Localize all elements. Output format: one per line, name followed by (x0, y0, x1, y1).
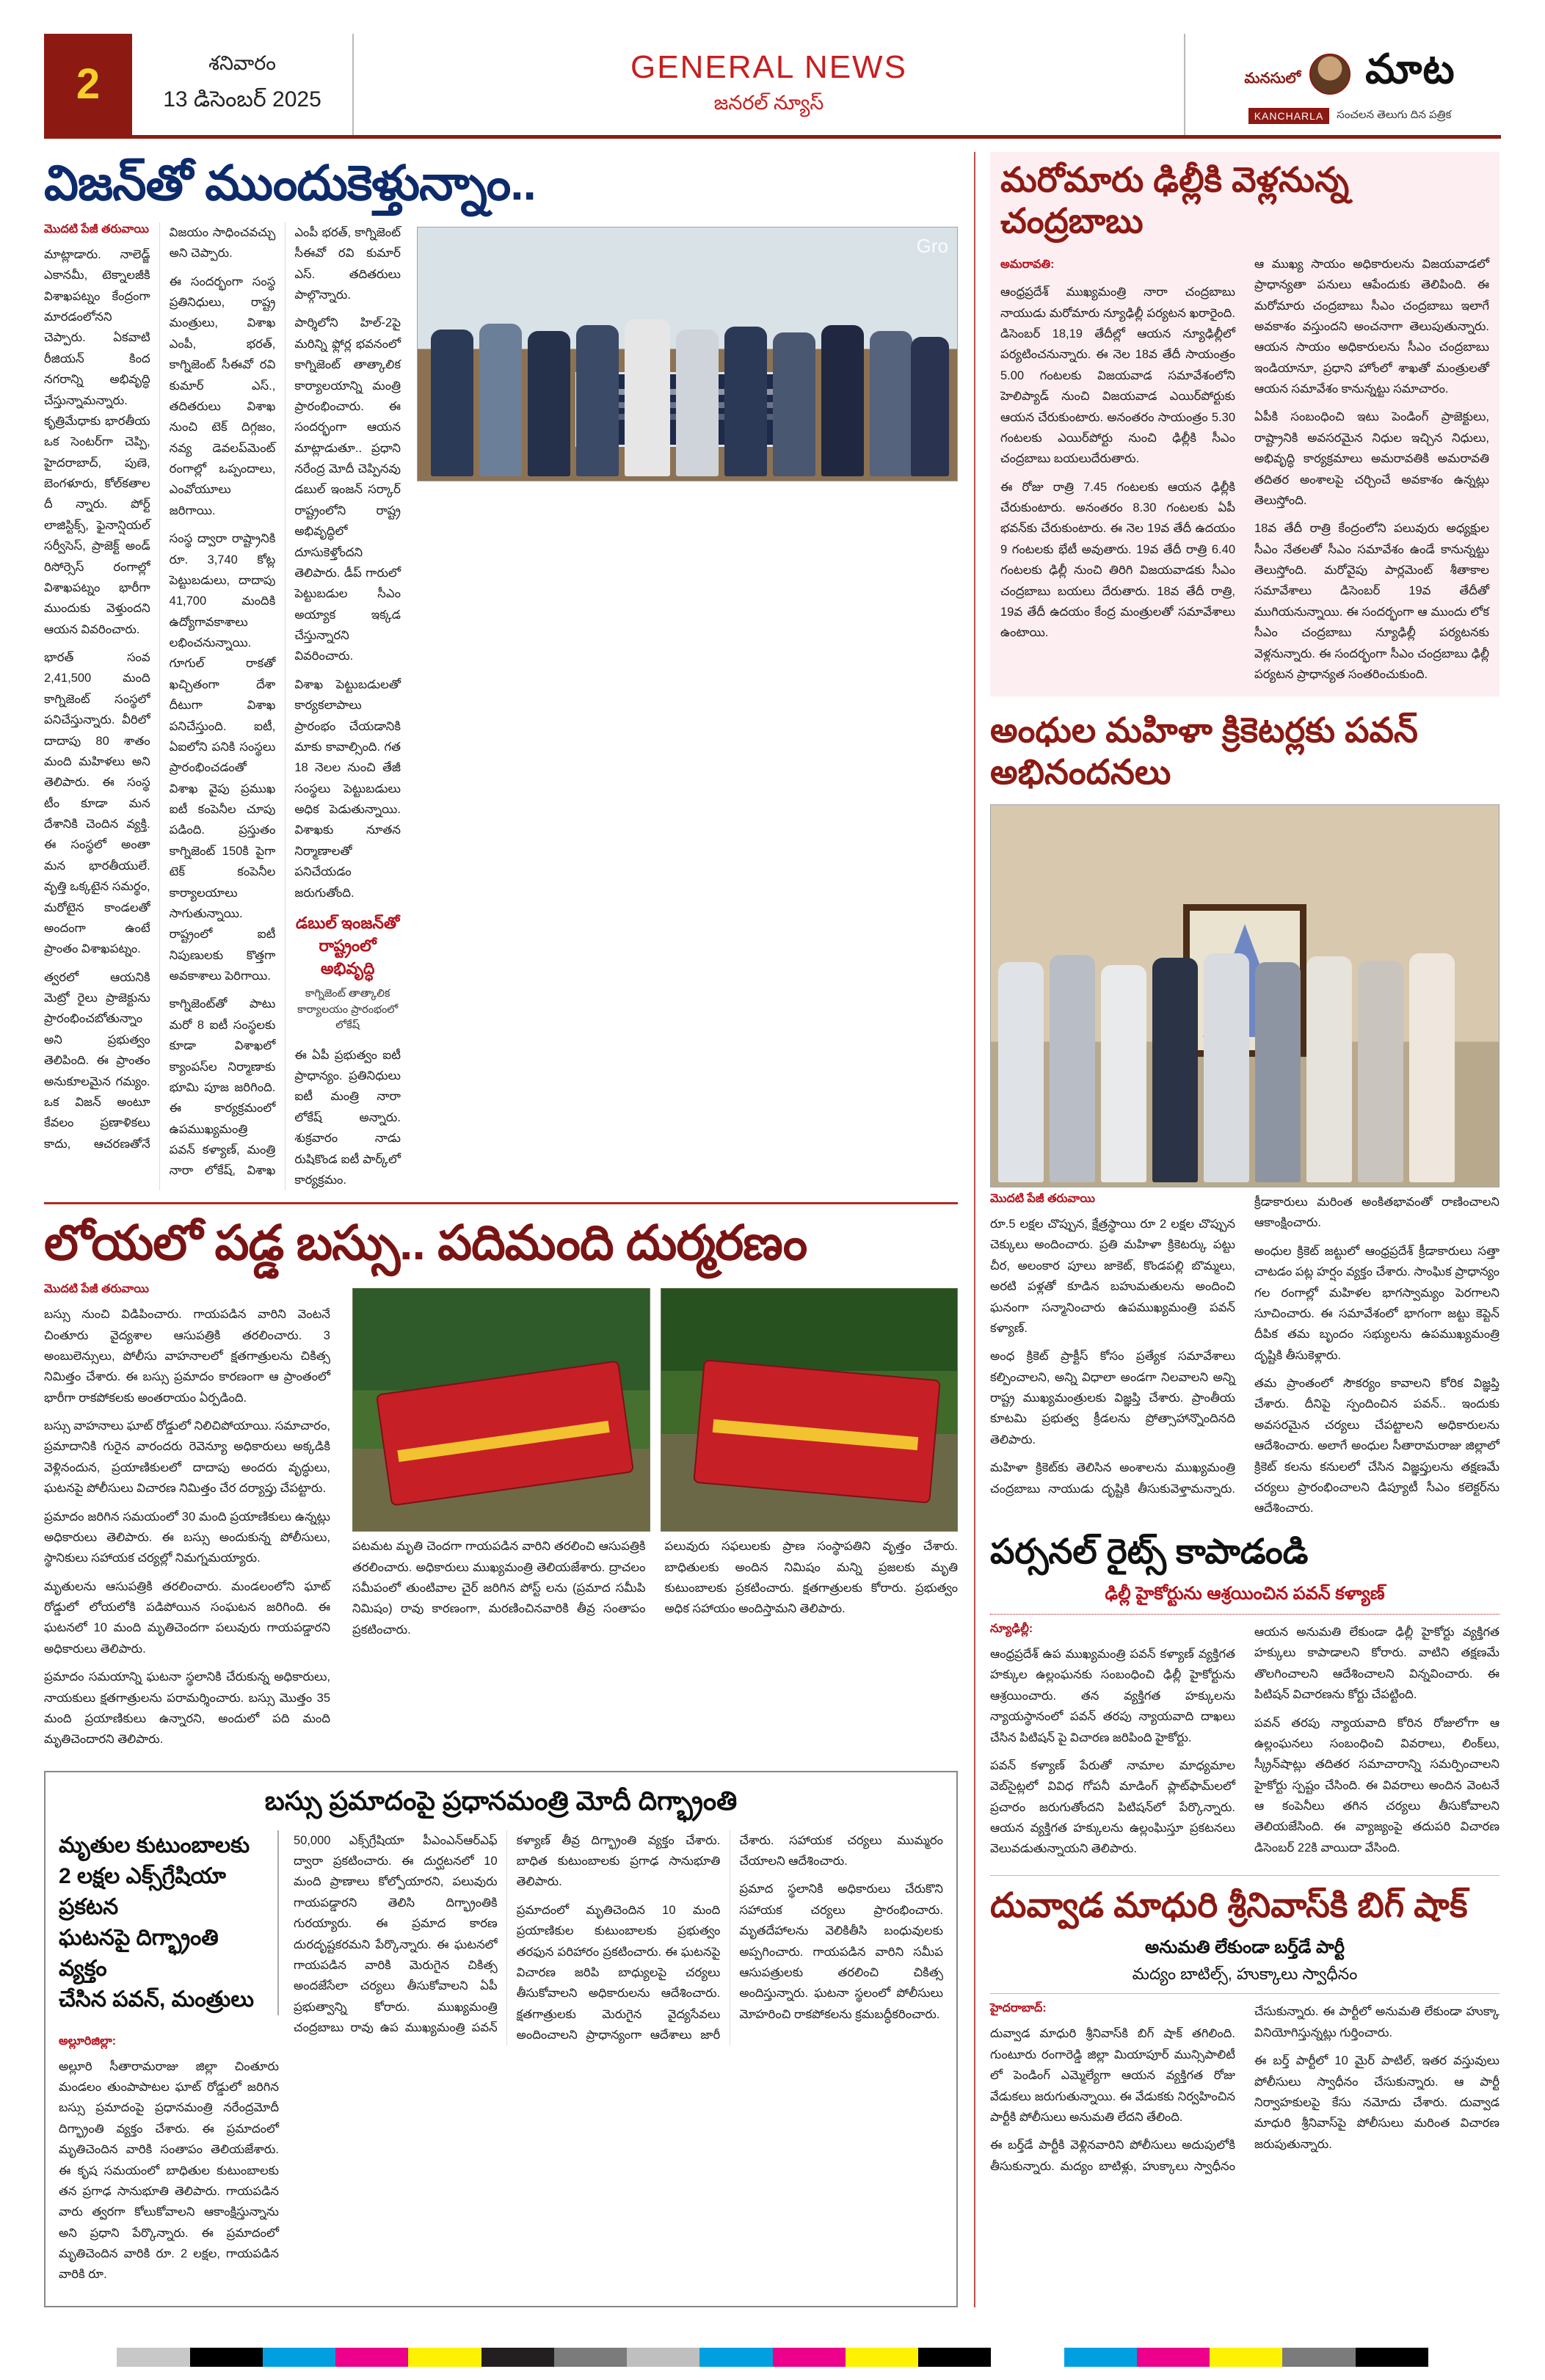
pm-deck-line: మృతుల కుటుంబాలకు (59, 1833, 250, 1857)
color-swatch (627, 2348, 699, 2367)
color-swatch (1064, 2348, 1137, 2367)
pm-box-inner (59, 1830, 943, 2293)
print-color-bar (44, 2348, 1501, 2367)
bus-para: ప్రమాదం సమయాన్ని ఘటనా స్థలానికి చేరుకున్న అధికారులు, నాయకులు క్షతగాత్రులను పరామర్శించారు. బస్సు మొత్తం 35 మంది ప్రయాణికులు ఉన్నారని, అందులో పది మంది మృతిచెందారని తెలిపారు. (44, 1670, 330, 1747)
color-swatch (1137, 2348, 1210, 2367)
page-number: 2 (44, 34, 132, 135)
person-figure (1255, 962, 1301, 1182)
color-swatch (554, 2348, 627, 2367)
lead-story-body (44, 222, 401, 1190)
rights-para: పవన్ కళ్యాణ్ పేరుతో నామాల మాధ్యమాల వెబ్‌సైట్లలో వివిధ గోపనీ మాడింగ్ ప్లాట్‌ఫామ్‌లలో ప్రచారం జరుగుతోందని పిటిషన్‌లో పేర్కొన్నారు. ఆయన వ్యక్తిగత హక్కులను ఉల్లంఘిస్తూ ప్రకటనలు వెలువడుతున్నాయని తెలిపారు. (990, 1758, 1235, 1856)
color-swatch (1428, 2348, 1501, 2367)
color-swatch (1210, 2348, 1282, 2367)
bus-byline: మొదటి పేజీ తరువాయి (44, 1283, 149, 1296)
issue-day: శనివారం (208, 51, 276, 74)
lead-story (44, 222, 958, 1190)
lead-para: భారత్ సంవ 2,41,500 మంది కాగ్నిజెంట్ సంస్థలో పనిచేస్తున్నారు. వీరిలో దాదాపు 80 శాతం మంది మహిళలు అని తెలిపారు. ఈ సంస్థ టీం కూడా మన దేశానికి చెందిన వ్యక్తి. ఈ సంస్థలో అంతా మన భారతీయులే. వృత్తి ఒక్కటైన సమర్థం, మరోటైన కాండలతో అందంగా ఉంటే ప్రాంతం విశాఖపట్నం. (44, 651, 150, 956)
duvvada-subhead: అనుమతి లేకుండా బర్త్‌డే పార్టీ (1145, 1937, 1345, 1958)
bus-para: బస్సు వాహనాలు ఘాట్ రోడ్డులో నిలిచిపోయాయి. సమాచారం, ప్రమాదానికి గురైన వారందరు రెవెన్యూ అధికారులు అక్కడికి వెళ్లినందున, ప్రయాణికులలో దాదాపు అందరు వృద్ధులు, ఘటనపై పోలీసులు విచారణ నిమిత్తం చేర దర్యాప్తు చేపట్టారు. (44, 1419, 330, 1496)
lead-sub-caption: కాగ్నిజెంట్ తాత్కాలిక కార్యాలయం ప్రారంభంలో లోకేష్ (297, 987, 399, 1032)
delhi-para: 18వ తేదీ రాత్రి కేంద్రంలోని పలువురు అధ్యక్షుల సీఎం నేతలతో సీఎం సమావేశం ఉండే కానున్నట్టు తెలుస్తోంది. మరోవైపు పార్లమెంట్ శీతాకాల సమావేశాలు డిసెంబర్ 19వ తేదీతో ముగియనున్నాయి. ఈ సందర్భంగా ఆ ముందు లోక సీఎం చంద్రబాబు న్యూఢిల్లీ పర్యటనకు వెళ్లనున్నారు. ఈ సందర్భంగా సీఎం చంద్రబాబు ఢిల్లీ పర్యటన ప్రాధాన్యత సంతరించుకుంది. (1254, 522, 1489, 681)
color-swatch (117, 2348, 189, 2367)
person-figure (998, 962, 1044, 1182)
lead-para: విశాఖ పెట్టుబడులతో కార్యకలాపాలు ప్రారంభం చేయడానికి మాకు కావాల్సింది. గత 18 నెలల నుంచి తేజీ సంస్థలు పెట్టుబడులు అధిక పెడుతున్నాయి. విశాఖకు నూతన నిర్మాణాలతో పనిచేయడం జరుగుతోంది. (294, 677, 401, 900)
person-figure (1050, 955, 1095, 1182)
pm-para: ప్రమాదంలో మృతిచెందిన 10 మంది ప్రయాణికుల కుటుంబాలకు ప్రభుత్వం తరఫున పరిహారం ప్రకటించారు. ఈ ఘటనపై విచారణ జరిపి బాధ్యులపై చర్యలు తీసుకోవాలని అధికారులను ఆదేశించారు. క్షతగాత్రులకు మెరుగైన వైద్యసేవలు అందించాలని ప్రాధాన్యంగా ఆదేశాలు జారీ చేశారు. సహాయక చర్యలు ముమ్మరం చేయాలని ఆదేశించారు. (516, 1833, 943, 2042)
section-title-en: GENERAL NEWS (630, 49, 907, 85)
person-figure (1204, 953, 1249, 1182)
photo-watermark: Gro (916, 234, 948, 257)
rights-subhead: ఢిల్లీ హైకోర్టును ఆశ్రయించిన పవన్ కళ్యాణ్ (990, 1584, 1499, 1615)
color-swatch (190, 2348, 263, 2367)
rights-para: ఆయన అనుమతి లేకుండా ఢిల్లీ హైకోర్టు వ్యక్తిగత హక్కులు కాపాడాలని కోరారు. వాటిని తక్షణమే తొలగించాలని ఆదేశించాలని విన్నవించారు. ఈ పిటిషన్ విచారణను కోర్టు చేపట్టింది. (1254, 1626, 1499, 1702)
cricket-headline: అంధుల మహిళా క్రికెటర్లకు పవన్ అభినందనలు (990, 710, 1418, 791)
person-figure (1101, 965, 1146, 1182)
color-swatch (1356, 2348, 1428, 2367)
color-swatch (44, 2348, 117, 2367)
person-figure (1152, 958, 1198, 1182)
divider (990, 1875, 1499, 1876)
bus-para: మృతులను ఆసుపత్రికి తరలించారు. మండలంలోని ఘాట్ రోడ్డులో లోయలోకి పడిపోయిన సంఘటన జరిగింది. ఈ ఘటనలో 10 మంది మృతిచెందగా పలువురు గాయపడ్డారని అధికారులు తెలిపారు. (44, 1579, 330, 1656)
page-content (44, 152, 1501, 2307)
color-swatch (408, 2348, 481, 2367)
logo-small-text: మనసులో (1244, 70, 1301, 87)
bus-story (44, 1282, 958, 1758)
lead-subheadline: డబుల్ ఇంజన్‌తో రాష్ట్రంలో అభివృద్ధి (295, 913, 400, 978)
person-figure (431, 330, 473, 476)
cricket-body (990, 1192, 1499, 1519)
logo-badge: KANCHARLA (1248, 108, 1330, 124)
duvvada-para: ఈ బర్త్ పార్టీలో 10 మైర్ పాటిల్, ఇతర వస్తువులు పోలీసులు స్వాధీనం చేసుకున్నారు. ఆ పార్టీ నిర్వాహకులపై కేసు నమోదు చేశారు. దువ్వాడ మాధురి శ్రీనివాస్‌పై పోలీసులు మరింత విచారణ జరుపుతున్నారు. (1254, 2054, 1499, 2151)
duvvada-para: దువ్వాడ మాధురి శ్రీనివాస్‌కి బిగ్ షాక్ తగిలింది. గుంటూరు రంగారెడ్డి జిల్లా మియాపూర్ మున్సిపాలిటీ లో పెండింగ్ ఎమ్మెల్యేగా ఆయన వ్యక్తిగత రోజు వేడుకలు జరుగుతున్నాయి. ఈ వేడుకకు నిర్వహించిన పార్టీకి పోలీసులు అనుమతి లేదని తేలింది. (990, 2027, 1235, 2124)
lead-para: ఈ సందర్భంగా సంస్థ ప్రతినిధులు, రాష్ట్ర మంత్రులు, విశాఖ ఎంపీ, భరత్, కాగ్నిజెంట్ సీఈవో రవి కుమార్ ఎస్., తదితరులు విశాఖ నుంచి టెక్ దిగ్గజం, నవ్య డెవలప్‌మెంట్ రంగాల్లో ఒప్పందాలు, ఎంవోయూలు జరిగాయి. (169, 274, 276, 517)
color-swatch (263, 2348, 335, 2367)
delhi-para: ఆ ముఖ్య సాయం అధికారులను విజయవాడలో ప్రాధాన్యతా పనులు ఆపేందుకు తెలిపింది. ఈ మరోమారు చంద్రబాబు సీఎం చంద్రబాబు ఇలాగే అవకాశం వస్తుందని అంచనాగా తెలుపుతున్నారు. ఆయన సాయం అధికారులను సీఎం చంద్రబాబు ఇండియానూ, ప్రధాని హోంలో శాఖతో మంత్రులతో ఆయన సమావేశం కానున్నట్టు సమాచారం. (1254, 257, 1489, 396)
pm-para: అల్లూరి సీతారామరాజు జిల్లా చింతూరు మండలం తుంపాపాటల ఘాట్ రోడ్డులో జరిగిన బస్సు ప్రమాదంపై ప్రధానమంత్రి నరేంద్రమోదీ దిగ్భ్రాంతి వ్యక్తం చేశారు. ఈ ప్రమాదంలో మృతిచెందిన వారికి సంతాపం తెలియజేశారు. ఈ కృష సమయంలో బాధితుల కుటుంబాలకు తన ప్రగాఢ సానుభూతి తెలిపారు. గాయపడిన వారు త్వరగా కోలుకోవాలని ఆకాంక్షిస్తున్నాను అని ప్రధాని పేర్కొన్నారు. ఈ ప్రమాదంలో మృతిచెందిన వారికి రూ. 2 లక్షల, గాయపడిన వారికి రూ. (59, 2059, 279, 2282)
bus-para: బస్సు నుంచి విడిపించారు. గాయపడిన వారిని వెంటనే చింతూరు వైద్యశాల ఆసుపత్రికి తరలించారు. 3 అంబులెన్సులు, పోలీసు వాహనాలలో క్షతగాత్రులను చికిత్స నిమిత్తం చేశారు. ఈ బస్సు ప్రమాదం కారణంగా ఆ ప్రాంతంలో భారీగా రాకపోకలకు అంతరాయం ఏర్పడింది. (44, 1308, 330, 1405)
delhi-body (1000, 254, 1489, 685)
person-figure (1409, 953, 1455, 1182)
cricket-byline: మొదటి పేజీ తరువాయి (990, 1193, 1095, 1206)
pm-box-story (44, 1771, 958, 2307)
person-figure (870, 331, 912, 476)
rights-para: ఆంధ్రప్రదేశ్ ఉప ముఖ్యమంత్రి పవన్ కళ్యాణ్ వ్యక్తిగత హక్కుల ఉల్లంఘనకు సంబంధించి ఢిల్లీ హైకోర్టును ఆశ్రయించారు. తన వ్యక్తిగత హక్కులను న్యాయస్థానంలో పవన్ తరపు న్యాయవాది దాఖలు చేసిన పిటిషన్ పై విచారణ జరిపింది హైకోర్టు. (990, 1648, 1235, 1744)
portrait-icon (1309, 54, 1350, 95)
person-figure (676, 330, 719, 476)
duvvada-subhead-2: మద్యం బాటిల్స్, హుక్కాలు స్వాధీనం (990, 1965, 1499, 1994)
person-figure (625, 319, 670, 476)
duvvada-para: ఈ బర్త్‌డే పార్టీకి వెళ్లినవారిని పోలీసులు అదుపులోకి తీసుకున్నారు. మద్యం బాటిళ్లు, హుక్కాలు స్వాధీనం చేసుకున్నారు. ఈ పార్టీలో అనుమతి లేకుండా హుక్కా వినియోగిస్తున్నట్లు గుర్తించారు. (990, 2005, 1499, 2173)
logo-tagline: సంచలన తెలుగు దిన పత్రిక (1337, 108, 1452, 121)
issue-date (132, 34, 354, 135)
cricket-para: తమ ప్రాంతంలో సౌకర్యం కావాలని కోరిక విజ్ఞప్తి చేశారు. దీనిపై స్పందించిన పవన్.. ఇందుకు అవసరమైన చర్యలు చేపట్టాలని అధికారులను ఆదేశించారు. అలాగే అంధుల సీతారామరాజు జిల్లాలో క్రికెట్ కలను కనులలో చేసిన విజ్ఞప్తులను తక్షణమే చర్యలు ప్రారంభించాలని డిప్యూటీ సీఎం కలెక్టర్‌ను ఆదేశించారు. (1254, 1377, 1499, 1515)
person-figure (528, 331, 570, 476)
delhi-byline: అమరావతి: (1000, 258, 1055, 271)
pm-byline: అల్లూరిజిల్లా: (59, 2034, 117, 2048)
cricket-photo (990, 804, 1499, 1187)
duvvada-byline: హైదరాబాద్: (990, 2002, 1047, 2015)
delhi-story (990, 152, 1499, 696)
bus-photo-right (661, 1288, 959, 1532)
person-figure (479, 324, 522, 476)
pm-para: 50,000 ఎక్స్‌గ్రేషియా పీఎంఎన్‌ఆర్‌ఎఫ్ ద్వారా ప్రకటించారు. ఈ దుర్ఘటనలో 10 మంది ప్రాణాలు కోల్పోయారని, పలువురు గాయపడ్డారని తెలిసి దిగ్భ్రాంతికి గురయ్యారు. ఈ ప్రమాద కారణ దురదృష్టకరమని పేర్కొన్నారు. ఈ ఘటనలో గాయపడిన వారికి మెరుగైన చికిత్స అందజేసేలా చర్యలు తీసుకోవాలని ఏపీ ప్రభుత్వాన్ని కోరారు. ముఖ్యమంత్రి చంద్రబాబు రావు ఉప ముఖ్యమంత్రి పవన్ కళ్యాణ్ తీవ్ర దిగ్భ్రాంతి వ్యక్తం చేశారు. బాధిత కుటుంబాలకు ప్రగాఢ సానుభూతి తెలిపారు. (294, 1833, 721, 2035)
lead-photo (417, 227, 958, 481)
pm-deck-line: 2 లక్షల ఎక్స్‌గ్రేషియా ప్రకటన (59, 1863, 226, 1919)
publication-logo (1185, 34, 1501, 135)
cricket-para: అంధ క్రికెట్ ప్రాక్టీస్ కోసం ప్రత్యేక సమావేశాలు కల్పించాలని, అన్ని విధాలా అండగా నిలవాలని అన్ని రాష్ట్ర ముఖ్యమంత్రులకు విజ్ఞప్తి చేశారు. ప్రాంతీయ కూటమి ప్రభుత్వ క్రీడలను ప్రోత్సాహాన్నొందినది తెలిపారు. (990, 1350, 1235, 1446)
lead-para: మాట్లాడారు. నాలెడ్జ్ ఎకానమీ, టెక్నాలజీకి విశాఖపట్నం కేంద్రంగా మారడంలోనని చెప్పారు. ఏకవాటి రీజియన్ కింద నగరాన్ని అభివృద్ధి చేస్తున్నామన్నారు. కృత్రిమేధాకు భారతీయ ఒక సెంటర్‌గా చెప్పి, హైదరాబాద్, పుణె, బెంగళూరు, కోల్‌కతాల దీ న్నారు. పోర్ట్ లాజిస్టిక్స్, ఫైనాన్షియల్ సర్వీసెస్, ప్రాజెక్ట్ అండ్ రిసోర్సెస్ రంగాల్లో విశాఖపట్నం భారీగా ముందుకు వెళ్తుందని ఆయన వివరించారు. (44, 247, 150, 636)
duvvada-headline: దువ్వాడ మాధురి శ్రీనివాస్‌కి బిగ్ షాక్ (990, 1885, 1468, 1925)
masthead (44, 34, 1501, 139)
logo-main-text: మాట (1365, 46, 1455, 92)
color-swatch (335, 2348, 408, 2367)
right-column (974, 152, 1499, 2307)
pm-deck-line: ఘటనపై దిగ్భ్రాంతి వ్యక్తం (59, 1925, 219, 1981)
pm-deck-line: చేసిన పవన్, మంత్రులు (59, 1987, 254, 2012)
bus-para: ప్రమాదం జరిగిన సమయంలో 30 మంది ప్రయాణికులు ఉన్నట్లు అధికారులు తెలిపారు. ఈ బస్సు అందుకున్న పోలీసులు, స్థానికులు సహాయక చర్యల్లో నిమగ్నమయ్యారు. (44, 1510, 330, 1565)
bus-headline: లోయలో పడ్డ బస్సు.. పదిమంది దుర్మరణం (44, 1215, 807, 1270)
person-figure (821, 325, 864, 476)
cricket-para: రూ.5 లక్షల చొప్పున, క్షేత్రస్థాయి రూ 2 లక్షల చొప్పున చెక్కులు అందించారు. ప్రతి మహిళా క్రికెటర్కు పట్టు చీర, అలంకార పూలు జాకెట్, కొండపల్లి బొమ్మలు, అరటి పళ్లతో కూడిన బహుమతులను అందించి ఘనంగా సన్మానించారు ఉపముఖ్యమంత్రి పవన్ కళ్యాణ్. (990, 1218, 1235, 1335)
pm-box-deck (59, 1830, 279, 2293)
person-figure (576, 325, 619, 476)
color-swatch (846, 2348, 918, 2367)
bus-photo-left (352, 1288, 650, 1532)
cricket-para: మహిళా క్రికెట్‌కు తెలిసిన అంశాలను ముఖ్యమంత్రి చంద్రబాబు నాయుడు దృష్టికి తీసుకువెళ్తామన్నారు. క్రీడాకారులు మరింత అంకితభావంతో రాణించాలని ఆకాంక్షించారు. (990, 1196, 1499, 1496)
delhi-para: ఏపీకి సంబంధించి ఇటు పెండింగ్ ప్రాజెక్టులు, రాష్ట్రానికి అవసరమైన నిధుల ఇచ్చిన నిధులు, అభివృద్ధి కార్యక్రమాలు అమరావతికి అమరావతి తదితర అంశాలపై చర్చించే అవకాశం ఉన్నట్లు తెలుస్తోంది. (1254, 410, 1489, 507)
pm-para: ప్రమాద స్థలానికి అధికారులు చేరుకొని సహాయక చర్యలు ప్రారంభించారు. మృతదేహాలను వెలికితీసి బంధువులకు అప్పగించారు. గాయపడిన వారిని సమీప ఆసుపత్రులకు తరలించి చికిత్స అందిస్తున్నారు. ఘటనా స్థలంలో పోలీసులు మోహరించి రాకపోకలను క్రమబద్ధీకరించారు. (739, 1882, 943, 2021)
pm-box-title: బస్సు ప్రమాదంపై ప్రధానమంత్రి మోదీ దిగ్భ్రాంతి (264, 1785, 738, 1816)
person-figure (724, 327, 767, 476)
delhi-para: ఆంధ్రప్రదేశ్ ముఖ్యమంత్రి నారా చంద్రబాబు నాయుడు మరోమారు న్యూఢిల్లీ పర్యటన ఖరారైంది. డిసెంబర్ 18,19 తేదీల్లో ఆయన న్యూఢిల్లీలో పర్యటించనున్నారు. ఈ నెల 18వ తేదీ సాయంత్రం 5.00 గంటలకు విజయవాడ సమావేశంలోని హెలిప్యాడ్ నుంచి విజయవాడ ఎయిర్‌పోర్టుకు ఆయన చేరుకుంటారు. అనంతరం సాయంత్రం 5.30 గంటలకు ఎయిర్‌పోర్టు నుంచి ఢిల్లీకి సీఎం చంద్రబాబు బయలుదేరుతారు. (1000, 285, 1235, 466)
pm-box-body (294, 1830, 943, 2046)
duvvada-body (990, 2001, 1499, 2177)
lead-para: పార్శిలోని హిల్-2పై మరిన్ని ఫ్లోర్ల భవనంలో కాగ్నిజెంట్ తాత్కాలిక కార్యాలయాన్ని మంత్రి ప్రారంభించారు. ఈ సందర్భంగా ఆయన మాట్లాడుతూ.. ప్రధాని నరేంద్ర మోదీ చెప్పినవు డబుల్ ఇంజన్ సర్కార్ రాష్ట్రంలోని రాష్ట్ర అభివృద్ధిలో దూసుకెళ్తోందని తెలిపారు. డీప్ గారులో పెట్టుబడుల సీఎం అయ్యాక ఇక్కడ చేస్తున్నారని వివరించారు. (294, 316, 401, 663)
divider (44, 1202, 958, 1204)
lead-para: సంస్థ ద్వారా రాష్ట్రానికి రూ. 3,740 కోట్ల పెట్టుబడులు, దాదాపు 41,700 మందికి ఉద్యోగావకాశాలు లభించనున్నాయి. గూగుల్ రాకతో ఖచ్చితంగా దేశా దీటుగా విశాఖ పనిచేస్తుంది. ఐటీ, ఏఐలోని పనికి సంస్థలు ప్రారంభించడంతో విశాఖ వైపు ప్రముఖ ఐటీ కంపెనీల చూపు పడింది. ప్రస్తుతం కాగ్నిజెంట్ 150కి పైగా టెక్ కంపెనీల కార్యాలయాలు సాగుతున్నాయి. రాష్ట్రంలో ఐటీ నిపుణులకు కొత్తగా అవకాశాలు పెరిగాయి. (169, 532, 276, 983)
newspaper-page (0, 34, 1545, 2380)
person-figure (911, 337, 949, 476)
lead-headline: విజన్‌తో ముందుకెళ్తున్నాం.. (44, 156, 536, 210)
person-figure (1306, 956, 1352, 1182)
lead-byline: మొదటి పేజీ తరువాయి (44, 222, 149, 236)
delhi-headline: మరోమారు ఢిల్లీకి వెళ్లనున్న చంద్రబాబు (1000, 160, 1350, 241)
cricket-para: అంధుల క్రికెట్ జట్టులో ఆంధ్రప్రదేశ్ క్రీడాకారులు సత్తా చాటడం పట్ల హర్షం వ్యక్తం చేశారు. సాంఘిక ప్రాధాన్యం గల రంగాల్లో మహిళల భాగస్వామ్యం పెరగాలని సూచించారు. ఈ సమావేశంలో భాగంగా జట్టు కెప్టెన్ దీపిక తమ బృందం సభ్యులను ఉపముఖ్యమంత్రి దృష్టికి తీసుకెళ్లారు. (1254, 1244, 1499, 1362)
color-swatch (1282, 2348, 1355, 2367)
issue-date-text: 13 డిసెంబర్ 2025 (163, 87, 321, 112)
rights-byline: న్యూఢిల్లీ: (990, 1623, 1033, 1636)
bus-caption-left: పటమట మృతి చెందగా గాయపడిన వారిని తరలించి ఆసుపత్రికి తరలించారు. అధికారులు ముఖ్యమంత్రి తెలియజేశారు. ద్రాచలం సమీపంలో తుంటివాల చైర్ జరిగిన పోస్ట్ లను (ప్రమాద సమీపి నిమిషం) రావు కారణంగా, మరణించినవారికి తీవ్ర సంతాపం ప్రకటించారు. (352, 1540, 646, 1637)
person-figure (1358, 961, 1403, 1182)
rights-para: పవన్ తరపు న్యాయవాది కోరిన రోజులోగా ఆ ఉల్లంఘనలు సంబంధించి వివరాలు, లింక్‌లు, స్క్రీన్‌షాట్లు తదితర సమాచారాన్ని సమర్పించాలని హైకోర్టు స్పష్టం చేసింది. ఈ వివరాలు అందిన వెంటనే ఆ కంపెనీలు తగిన చర్యలు తీసుకోవాలని తెలియజేసింది. ఈ వ్యాజ్యంపై తదుపరి విచారణ డిసెంబర్ 22కి వాయిదా వేసింది. (1254, 1716, 1499, 1855)
color-swatch (699, 2348, 772, 2367)
pm-deck-lines (59, 1830, 279, 2015)
section-title (354, 34, 1185, 135)
delhi-para: ఈ రోజు రాత్రి 7.45 గంటలకు ఆయన ఢిల్లీకి చేరుకుంటారు. అనంతరం 8.30 గంటలకు ఏపీ భవన్‌కు చేరుకుంటారు. ఈ నెల 19వ తేదీ ఉదయం 9 గంటలకు భేటీ అవుతారు. 19వ తేదీ రాత్రి 6.40 గంటలకు ఢిల్లీ నుంచి తిరిగి విజయవాడకు సీఎం చంద్రబాబు బయలు దేరుతారు. 18వ తేదీ రాత్రి, 19వ తేదీ ఉదయం కేంద్ర మంత్రులతో సమావేశాలు ఉంటాయి. (1000, 480, 1235, 640)
color-swatch (991, 2348, 1064, 2367)
bus-captions (352, 1536, 958, 1640)
color-swatch (773, 2348, 846, 2367)
color-swatch (481, 2348, 554, 2367)
color-swatch (918, 2348, 991, 2367)
bus-caption-right: పలువురు సఫలులకు ప్రాణ సంస్థాపతిని వృత్తం చేశారు. బాధితులకు అందిన నిమిషం మన్ని ప్రజలకు మృతి కుటుంబాలకు ప్రకటించారు. క్షతగాత్రులకు కోరారు. ప్రభుత్వం అధిక సహాయం అందిస్తామని తెలిపారు. (664, 1540, 958, 1616)
bus-photos (352, 1288, 958, 1532)
person-figure (773, 332, 815, 476)
section-title-te: జనరల్ న్యూస్ (713, 92, 824, 114)
left-column (44, 152, 958, 2307)
rights-body (990, 1622, 1499, 1866)
rights-headline: పర్సనల్ రైట్స్ కాపాడండి (990, 1531, 1309, 1571)
lead-photo-caption: కాగ్నిజెంట్‌తో పాటు మరో 8 ఐటీ సంస్థలకు కూడా విశాఖలో క్యాంపస్‌ల నిర్మాణాకు భూమి పూజ జరిగింది. ఈ కార్యక్రమంలో ఉపముఖ్యమంత్రి పవన్ కళ్యాణ్, మంత్రి నారా లోకేష్, విశాఖ ఎంపీ భరత్, కాగ్నిజెంట్ సీఈవో రవి కుమార్ ఎస్. తదితరులు పాల్గొన్నారు. (169, 225, 401, 1178)
lead-para: ఈ ఏపీ ప్రభుత్వం ఐటీ ప్రాధాన్యం. ప్రతినిధులు ఐటీ మంత్రి నారా లోకేష్ అన్నారు. శుక్రవారం నాడు రుషికొండ ఐటీ పార్క్‌లో కార్యక్రమం. (294, 1048, 401, 1187)
lead-para: త్వరలో ఆయనికి మెట్రో రైలు ప్రాజెక్టును ప్రారంభించబోతున్నాం అని ప్రభుత్వం తెలిపింది. ఈ ప్రాంతం అనుకూలమైన గమ్యం. ఒక విజన్ అంటూ కేవలం ప్రణాళికలు కాదు, ఆచరణతోనే విజయం సాధించవచ్చు అని చెప్పారు. (44, 225, 276, 1151)
